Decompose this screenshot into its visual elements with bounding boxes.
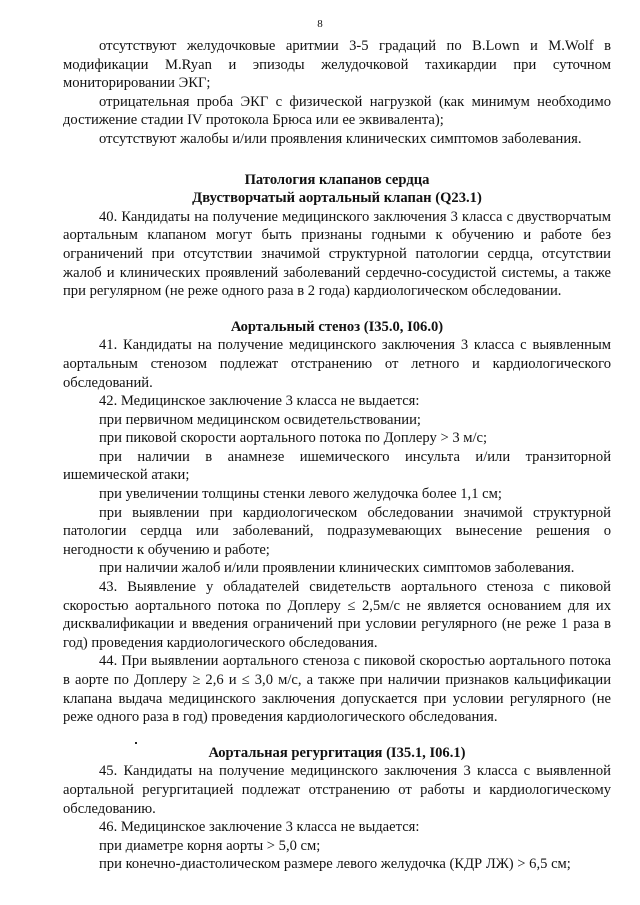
paragraph-40: 40. Кандидаты на получение медицинского заключения 3 класса с двустворчатым аортальным клапаном могут быть признаны годными к обучению и работе без ограничений при отсутствии значимой структурной патологии сердца, отсутствии жалоб и клинических проявлений заболеваний сердечно-сосудистой системы, а также при регулярном (не реже одного раза в 2 года) кардиологическом обследовании.	[63, 208, 611, 300]
paragraph-42: 42. Медицинское заключение 3 класса не выдается:	[99, 393, 420, 410]
paragraph-43: 43. Выявление у обладателей свидетельств аортального стеноза с пиковой скоростью аортального потока по Доплеру ≤ 2,5м/с не является основанием для их дисквалификации и введения ограничений при условии регулярного (не реже 1 раза в год) проведения кардиологического обследования.	[63, 579, 611, 651]
list-item: при наличии жалоб и/или проявлении клинических симптомов заболевания.	[99, 560, 575, 577]
list-item: при диаметре корня аорты > 5,0 см;	[99, 837, 321, 854]
page-number: 8	[317, 18, 323, 30]
paragraph-arrhythmia: отсутствуют желудочковые аритмии 3-5 градаций по B.Lown и M.Wolf в модификации M.Ryan и эпизоды желудочковой тахикардии при суточном мониторировании ЭКГ;	[63, 38, 611, 92]
paragraph-41: 41. Кандидаты на получение медицинского заключения 3 класса с выявленным аортальным стенозом подлежат отстранению от летного и кардиологического обследований.	[63, 337, 611, 391]
subheading-bicuspid-valve: Двустворчатый аортальный клапан (Q23.1)	[192, 190, 482, 207]
list-item: при наличии в анамнезе ишемического инсульта и/или транзиторной ишемической атаки;	[63, 448, 611, 484]
list-item: при конечно-диастолическом размере левого желудочка (КДР ЛЖ) > 6,5 см;	[99, 856, 571, 873]
paragraph-no-complaints: отсутствуют жалобы и/или проявления клинических симптомов заболевания.	[99, 130, 582, 147]
section-heading-regurgitation: Аортальная регургитация (I35.1, I06.1)	[208, 744, 466, 761]
list-item: при первичном медицинском освидетельствовании;	[99, 411, 421, 428]
section-heading-stenosis: Аортальный стеноз (I35.0, I06.0)	[230, 318, 444, 335]
scan-speck	[135, 742, 137, 744]
section-heading-valves: Патология клапанов сердца	[244, 171, 430, 188]
list-item: при пиковой скорости аортального потока по Доплеру > 3 м/с;	[99, 430, 488, 447]
paragraph-stress-test: отрицательная проба ЭКГ с физической нагрузкой (как минимум необходимо достижение стадии IV протокола Брюса или ее эквивалента);	[63, 93, 611, 129]
list-item: при увеличении толщины стенки левого желудочка более 1,1 см;	[99, 486, 502, 503]
paragraph-44: 44. При выявлении аортального стеноза с пиковой скоростью аортального потока в аорте по Доплеру ≥ 2,6 и ≤ 3,0 м/с, а также при наличии признаков кальцификации клапана выдача медицинского заключения допускается при условии регулярного (не реже одного раза в год) проведения кардиологического обследования.	[63, 653, 611, 726]
list-item: при выявлении при кардиологическом обследовании значимой структурной патологии сердца или заболеваний, подразумевающих вынесение решения о негодности к обучению и работе;	[63, 504, 611, 558]
paragraph-45: 45. Кандидаты на получение медицинского заключения 3 класса с выявленной аортальной регургитацией подлежат отстранению от работы и кардиологическому обследованию.	[63, 763, 611, 817]
paragraph-46: 46. Медицинское заключение 3 класса не выдается:	[99, 819, 420, 836]
page-body	[63, 37, 611, 874]
